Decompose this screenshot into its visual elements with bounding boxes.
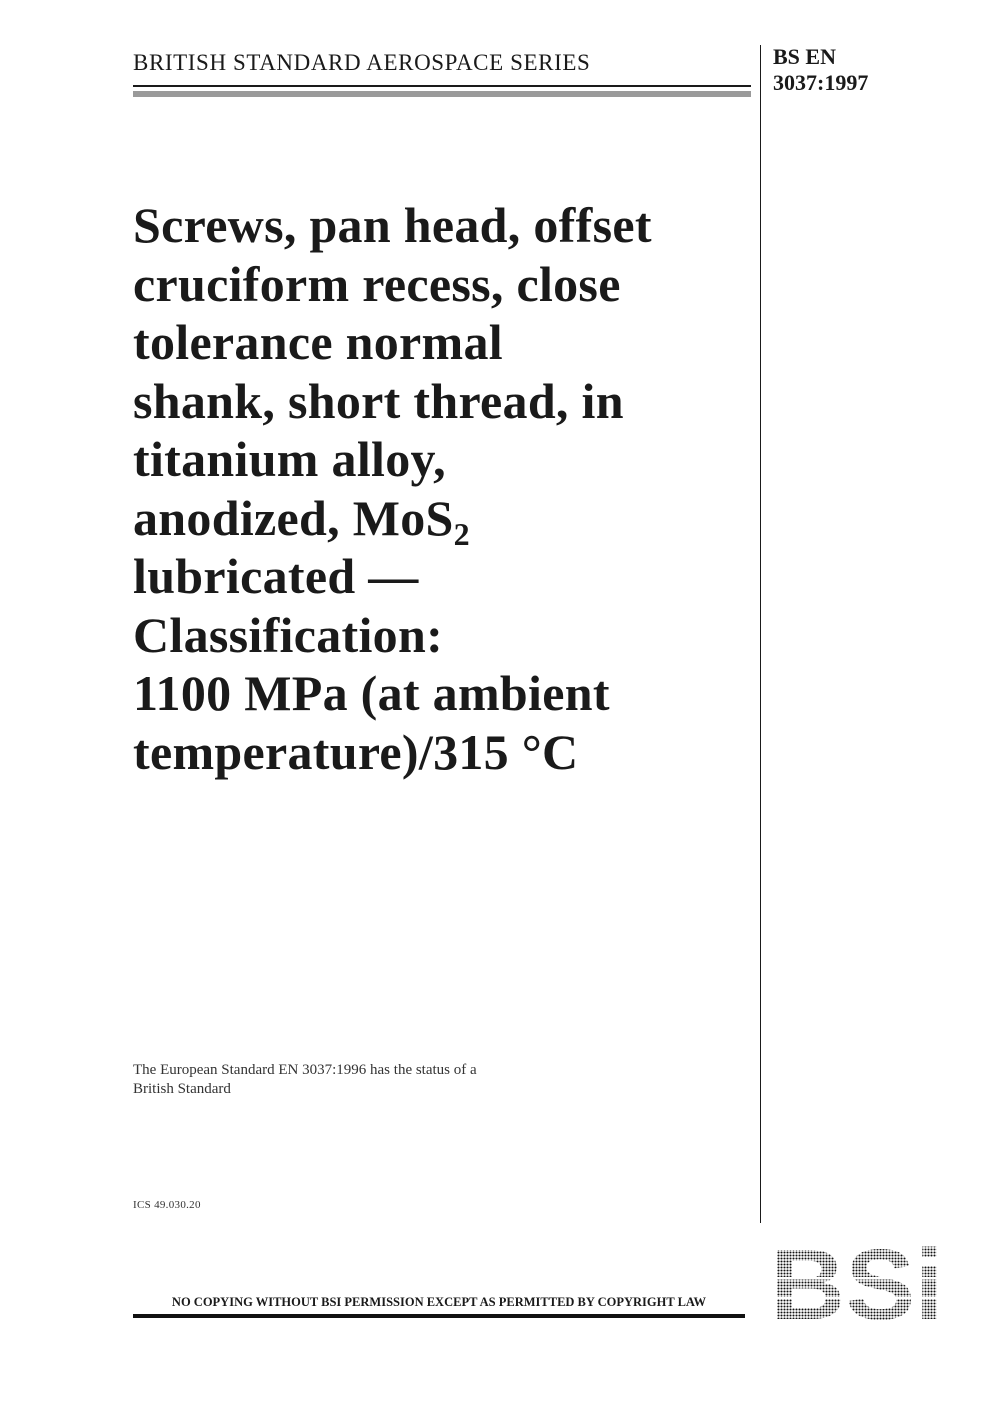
title-subscript: 2	[453, 515, 470, 552]
title-line	[133, 489, 748, 552]
title-line: Screws, pan head, offset	[133, 197, 652, 253]
status-line: The European Standard EN 3037:1996 has the status of a	[133, 1062, 477, 1078]
bsi-logo-icon	[768, 1242, 946, 1322]
ics-code: ICS 49.030.20	[133, 1199, 201, 1211]
series-title: BRITISH STANDARD AEROSPACE SERIES	[133, 50, 591, 75]
document-number	[773, 44, 868, 96]
title-line: 1100 MPa (at ambient	[133, 665, 610, 721]
header-rule-thin	[133, 85, 751, 87]
status-statement	[133, 1061, 603, 1099]
title-line: tolerance normal	[133, 314, 503, 370]
copyright-rule	[133, 1314, 745, 1318]
document-title	[133, 196, 748, 781]
document-number-line1: BS EN	[773, 44, 836, 69]
title-line: Classification:	[133, 606, 444, 663]
vertical-divider	[760, 45, 761, 1223]
title-line-text: anodized, MoS	[133, 489, 454, 546]
title-line: lubricated —	[133, 548, 419, 604]
copyright-notice: NO COPYING WITHOUT BSI PERMISSION EXCEPT AS PERMITTED BY COPYRIGHT LAW	[171, 1295, 707, 1309]
status-line: British Standard	[133, 1081, 231, 1097]
bsi-logo-graphic	[768, 1242, 946, 1322]
title-line: temperature)/315 °C	[133, 723, 579, 780]
title-line: cruciform recess, close	[133, 255, 621, 312]
header-rule-grey	[133, 91, 751, 97]
title-line: shank, short thread, in	[133, 372, 624, 429]
document-number-line2: 3037:1997	[773, 70, 869, 95]
title-line: titanium alloy,	[133, 431, 446, 487]
